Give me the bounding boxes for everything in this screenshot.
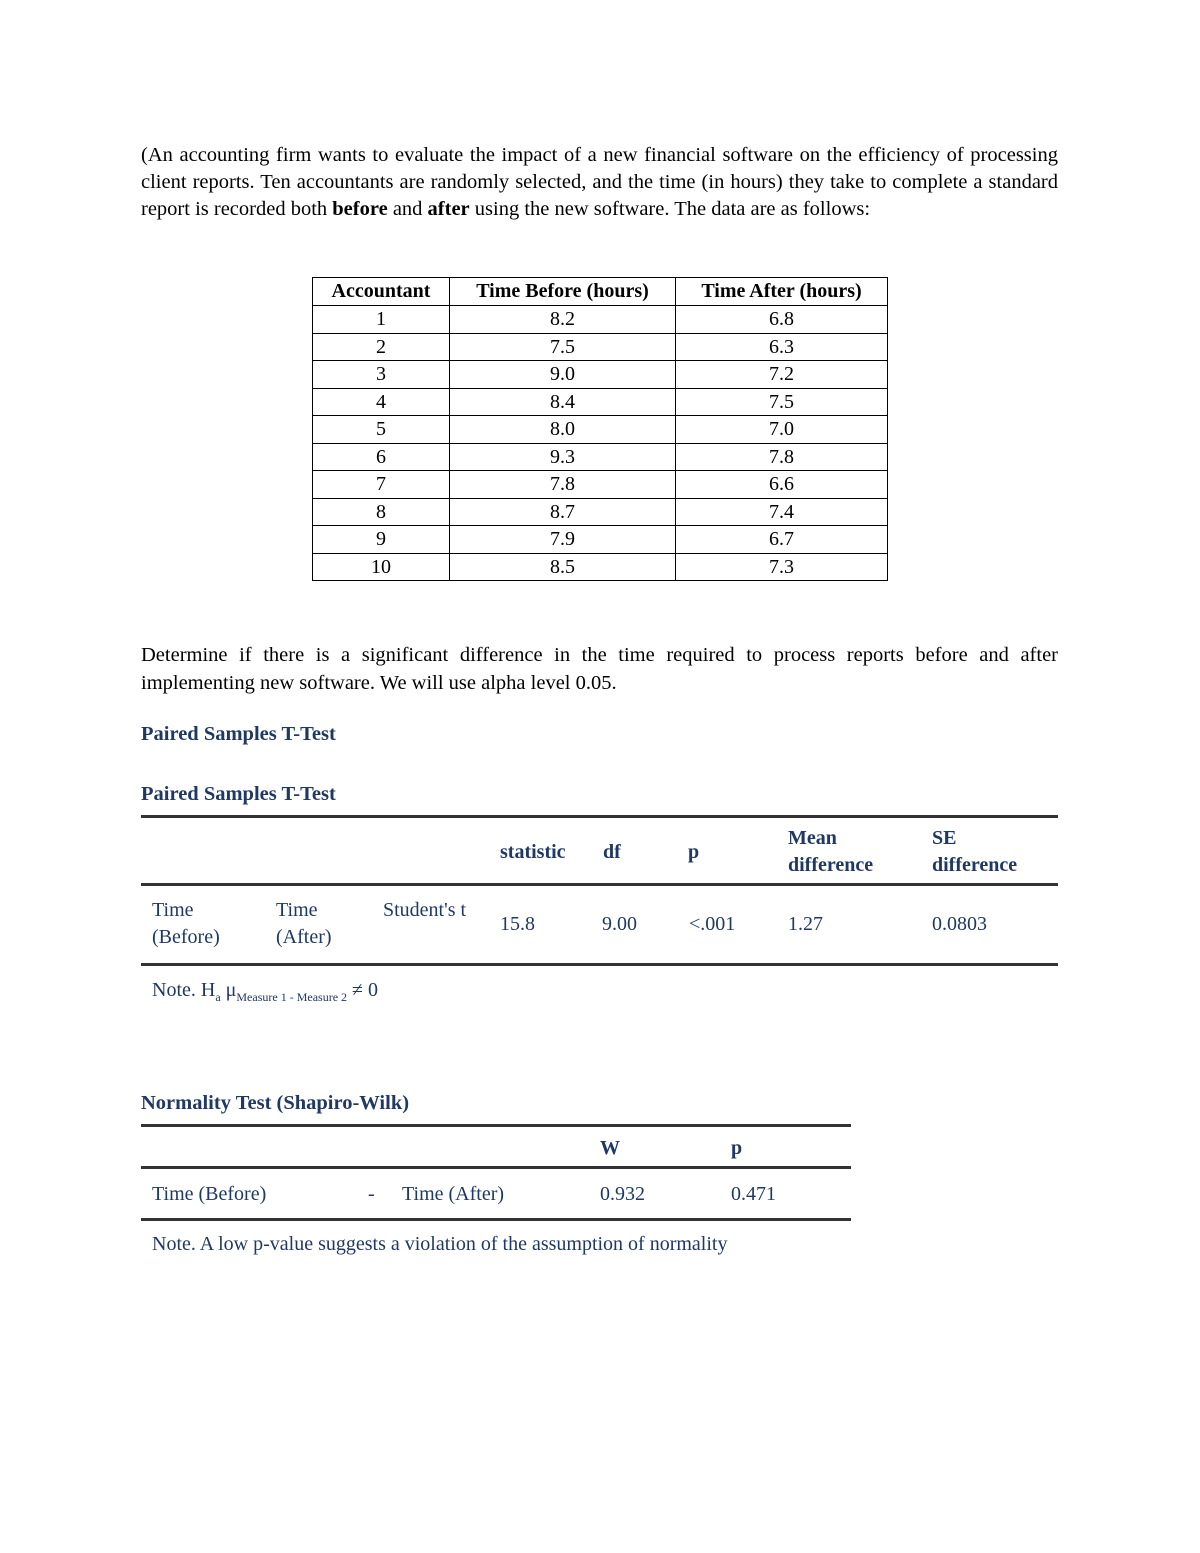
measure-2: Time (After) <box>276 899 332 948</box>
divider <box>141 963 1058 966</box>
table-cell: 7.8 <box>676 443 888 471</box>
question-text: Determine if there is a significant difference in the time required to process reports before and after implementing new software. We will use alpha level 0.05. <box>141 644 1058 694</box>
table-cell: 8.5 <box>450 553 676 581</box>
note-mu: μ <box>220 979 237 1001</box>
table-cell: 7.2 <box>676 361 888 389</box>
section-heading: Paired Samples T-Test <box>141 723 336 745</box>
ttest-title: Paired Samples T-Test <box>141 783 336 805</box>
table-row <box>313 471 888 499</box>
table-cell: 6.3 <box>676 333 888 361</box>
col-header-accountant: Accountant <box>313 278 450 306</box>
table-cell: 7.3 <box>676 553 888 581</box>
header-statistic: statistic <box>500 841 566 863</box>
table-cell: 8.2 <box>450 306 676 334</box>
mean-difference-value: 1.27 <box>788 913 823 935</box>
statistic-value: 15.8 <box>500 913 535 935</box>
table-row <box>313 443 888 471</box>
table-row <box>313 498 888 526</box>
table-row <box>313 526 888 554</box>
table-cell: 8 <box>313 498 450 526</box>
note-prefix: Note. H <box>152 979 216 1001</box>
table-cell: 1 <box>313 306 450 334</box>
header-w: W <box>600 1137 620 1159</box>
table-row <box>313 333 888 361</box>
intro-and: and <box>387 198 428 220</box>
table-row <box>313 306 888 334</box>
table-cell: 8.7 <box>450 498 676 526</box>
table-cell: 9.3 <box>450 443 676 471</box>
table-cell: 6.7 <box>676 526 888 554</box>
table-cell: 7.4 <box>676 498 888 526</box>
measure-1: Time (Before) <box>152 899 220 948</box>
table-cell: 7.9 <box>450 526 676 554</box>
col-header-before: Time Before (hours) <box>450 278 676 306</box>
header-mean-difference: Mean difference <box>788 827 874 876</box>
intro-text: (An accounting firm wants to evaluate the impact of a new financial software on the efficiency of processing client reports. Ten accountants are randomly selected, and the time (in hours) they take to complete a standard report is recorded both <box>141 144 1058 220</box>
intro-text-2: using the new software. The data are as follows: <box>469 198 871 220</box>
table-cell: 9.0 <box>450 361 676 389</box>
divider <box>141 883 1058 886</box>
divider <box>141 1166 851 1169</box>
se-difference-value: 0.0803 <box>932 913 987 935</box>
table-cell: 10 <box>313 553 450 581</box>
test-type: Student's t <box>383 899 467 921</box>
table-cell: 7.0 <box>676 416 888 444</box>
table-row <box>313 416 888 444</box>
intro-after: after <box>427 198 470 220</box>
normality-table <box>141 1124 851 1255</box>
header-p: p <box>688 841 700 863</box>
table-cell: 7 <box>313 471 450 499</box>
table-cell: 6 <box>313 443 450 471</box>
problem-statement <box>141 142 1058 223</box>
table-cell: 7.8 <box>450 471 676 499</box>
header-se-difference: SE difference <box>932 827 1018 876</box>
note-sub-a: a <box>215 990 221 1004</box>
ttest-table <box>141 815 1058 1004</box>
p-value: 0.471 <box>731 1183 776 1205</box>
intro-before: before <box>332 198 388 220</box>
dash: - <box>368 1183 375 1205</box>
data-table <box>312 277 888 581</box>
table-row <box>313 388 888 416</box>
measure-1: Time (Before) <box>152 1183 267 1205</box>
table-cell: 7.5 <box>450 333 676 361</box>
measure-2: Time (After) <box>402 1183 505 1205</box>
note-suffix: ≠ 0 <box>347 979 378 1001</box>
normality-note: Note. A low p-value suggests a violation of the assumption of normality <box>152 1233 728 1255</box>
header-df: df <box>603 841 621 863</box>
w-value: 0.932 <box>600 1183 645 1205</box>
col-header-after: Time After (hours) <box>676 278 888 306</box>
table-cell: 4 <box>313 388 450 416</box>
p-value: <.001 <box>689 913 736 935</box>
table-row <box>313 553 888 581</box>
table-cell: 6.8 <box>676 306 888 334</box>
header-p: p <box>731 1137 743 1159</box>
table-cell: 6.6 <box>676 471 888 499</box>
note-sub: Measure 1 - Measure 2 <box>236 990 348 1004</box>
table-cell: 5 <box>313 416 450 444</box>
normality-title: Normality Test (Shapiro-Wilk) <box>141 1092 410 1114</box>
table-cell: 2 <box>313 333 450 361</box>
divider <box>141 1218 851 1221</box>
table-cell: 8.4 <box>450 388 676 416</box>
table-cell: 9 <box>313 526 450 554</box>
table-cell: 8.0 <box>450 416 676 444</box>
ttest-note <box>152 977 378 1011</box>
df-value: 9.00 <box>602 913 637 935</box>
table-row <box>313 361 888 389</box>
table-cell: 3 <box>313 361 450 389</box>
table-cell: 7.5 <box>676 388 888 416</box>
